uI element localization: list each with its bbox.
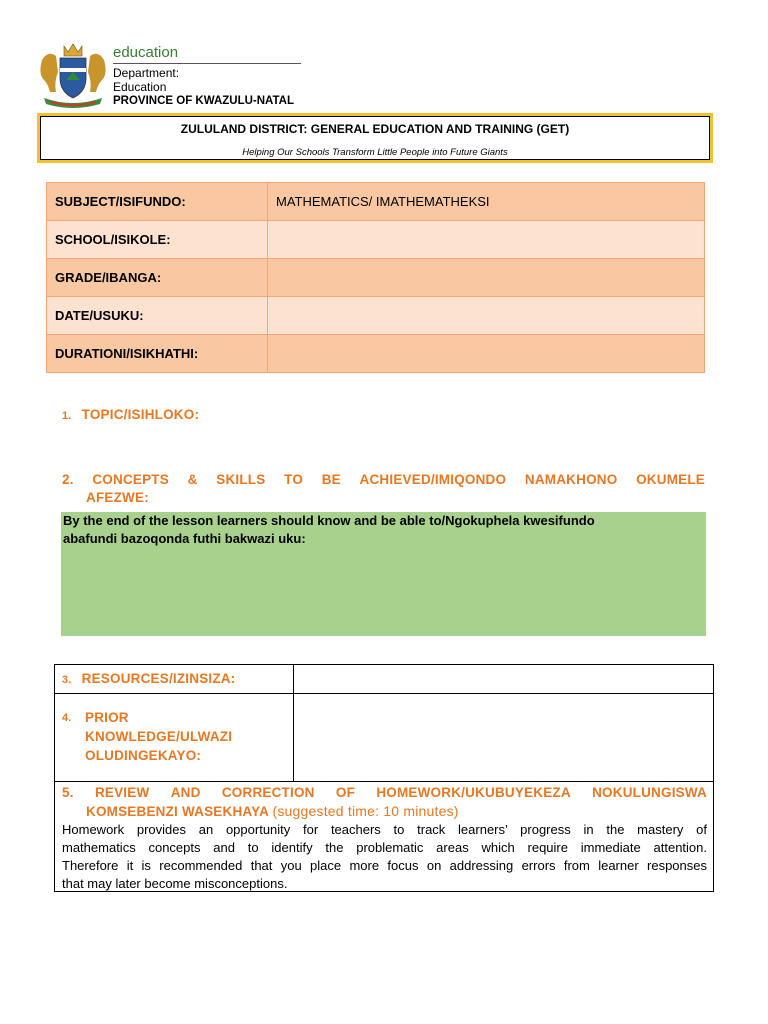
table-divider [55, 781, 713, 782]
section-2-word: CONCEPTS [92, 472, 169, 487]
coat-of-arms-logo [36, 42, 110, 112]
brand-department-text: Department: [113, 66, 180, 80]
section-5-word: HOMEWORK/UKUBUYEKEZA [376, 785, 571, 800]
duration-label: DURATIONI/ISIKHATHI: [47, 335, 268, 373]
date-label: DATE/USUKU: [47, 297, 268, 335]
brand-province-text: PROVINCE OF KWAZULU-NATAL [113, 95, 295, 107]
section-2-word: & [187, 472, 198, 487]
table-divider [293, 665, 294, 782]
section-2-word: NAMAKHONO [524, 472, 618, 487]
review-heading [62, 783, 707, 821]
section-5-word: AND [170, 785, 201, 800]
brand-divider [113, 63, 301, 64]
table-divider [55, 693, 713, 694]
banner-subtitle: Helping Our Schools Transform Little People into Future Giants [242, 147, 508, 158]
section-2-word: ACHIEVED/IMIQONDO [359, 472, 507, 487]
table-row [47, 335, 705, 373]
lesson-details-table [54, 664, 714, 892]
section-5-number: 5. [62, 785, 74, 800]
resources-heading [62, 670, 235, 688]
table-row [47, 259, 705, 297]
section-2-number: 2. [62, 472, 74, 487]
section-4-title [85, 708, 285, 765]
section-3-title: RESOURCES/IZINSIZA: [81, 671, 236, 686]
school-label: SCHOOL/ISIKOLE: [47, 221, 268, 259]
section-4-title-line: PRIOR [85, 710, 129, 725]
section-1-title: TOPIC/ISIHLOKO: [81, 407, 200, 422]
section-2-word: SKILLS [216, 472, 266, 487]
school-value[interactable] [268, 221, 705, 259]
objectives-box[interactable] [61, 512, 706, 636]
section-1-number: 1. [62, 410, 72, 422]
section-4-number: 4. [62, 712, 72, 724]
section-5-word: NOKULUNGISWA [592, 785, 707, 800]
lesson-info-table [46, 182, 705, 373]
grade-label: GRADE/IBANGA: [47, 259, 268, 297]
homework-paragraph [62, 821, 707, 893]
section-4-title-line: OLUDINGEKAYO: [85, 748, 202, 763]
brand-education-text: education [113, 44, 179, 61]
date-value[interactable] [268, 297, 705, 335]
section-2-heading [62, 472, 705, 505]
section-2-word: TO [284, 472, 304, 487]
objectives-text-line: abafundi bazoqonda futhi bakwazi uku: [63, 531, 306, 546]
subject-value[interactable]: MATHEMATICS/ IMATHEMATHEKSI [268, 183, 705, 221]
suggested-time: (suggested time: 10 minutes) [272, 803, 459, 819]
subject-label: SUBJECT/ISIFUNDO: [47, 183, 268, 221]
district-banner [37, 113, 713, 163]
homework-text-line: mathematics concepts and to identify the problematic areas which require immediate attention. [62, 840, 707, 855]
section-2-word: BE [321, 472, 341, 487]
section-5-word: OF [335, 785, 356, 800]
duration-value[interactable] [268, 335, 705, 373]
homework-text-line: Homework provides an opportunity for teachers to track learners’ progress in the mastery of [62, 822, 707, 837]
section-2-word: OKUMELE [636, 472, 705, 487]
section-1-heading [62, 406, 199, 424]
objectives-text-line: By the end of the lesson learners should know and be able to/Ngokuphela kwesifundo [63, 513, 595, 528]
prior-knowledge-heading [62, 708, 233, 763]
section-5-word: REVIEW [94, 785, 150, 800]
section-2-title-cont: AFEZWE: [86, 490, 149, 505]
table-row [47, 183, 705, 221]
section-5-title-cont: KOMSEBENZI WASEKHAYA [86, 804, 269, 819]
brand-education-subtext: Education [113, 80, 167, 94]
section-4-title-line: KNOWLEDGE/ULWAZI [85, 729, 233, 744]
homework-text-line: that may later become misconceptions. [62, 876, 288, 891]
section-5-word: CORRECTION [221, 785, 315, 800]
section-3-number: 3. [62, 674, 72, 686]
banner-title: ZULULAND DISTRICT: GENERAL EDUCATION AND TRAINING (GET) [180, 122, 570, 136]
grade-value[interactable] [268, 259, 705, 297]
table-row [47, 297, 705, 335]
table-row [47, 221, 705, 259]
homework-text-line: Therefore it is recommended that you place more focus on addressing errors from learner responses [62, 858, 707, 873]
